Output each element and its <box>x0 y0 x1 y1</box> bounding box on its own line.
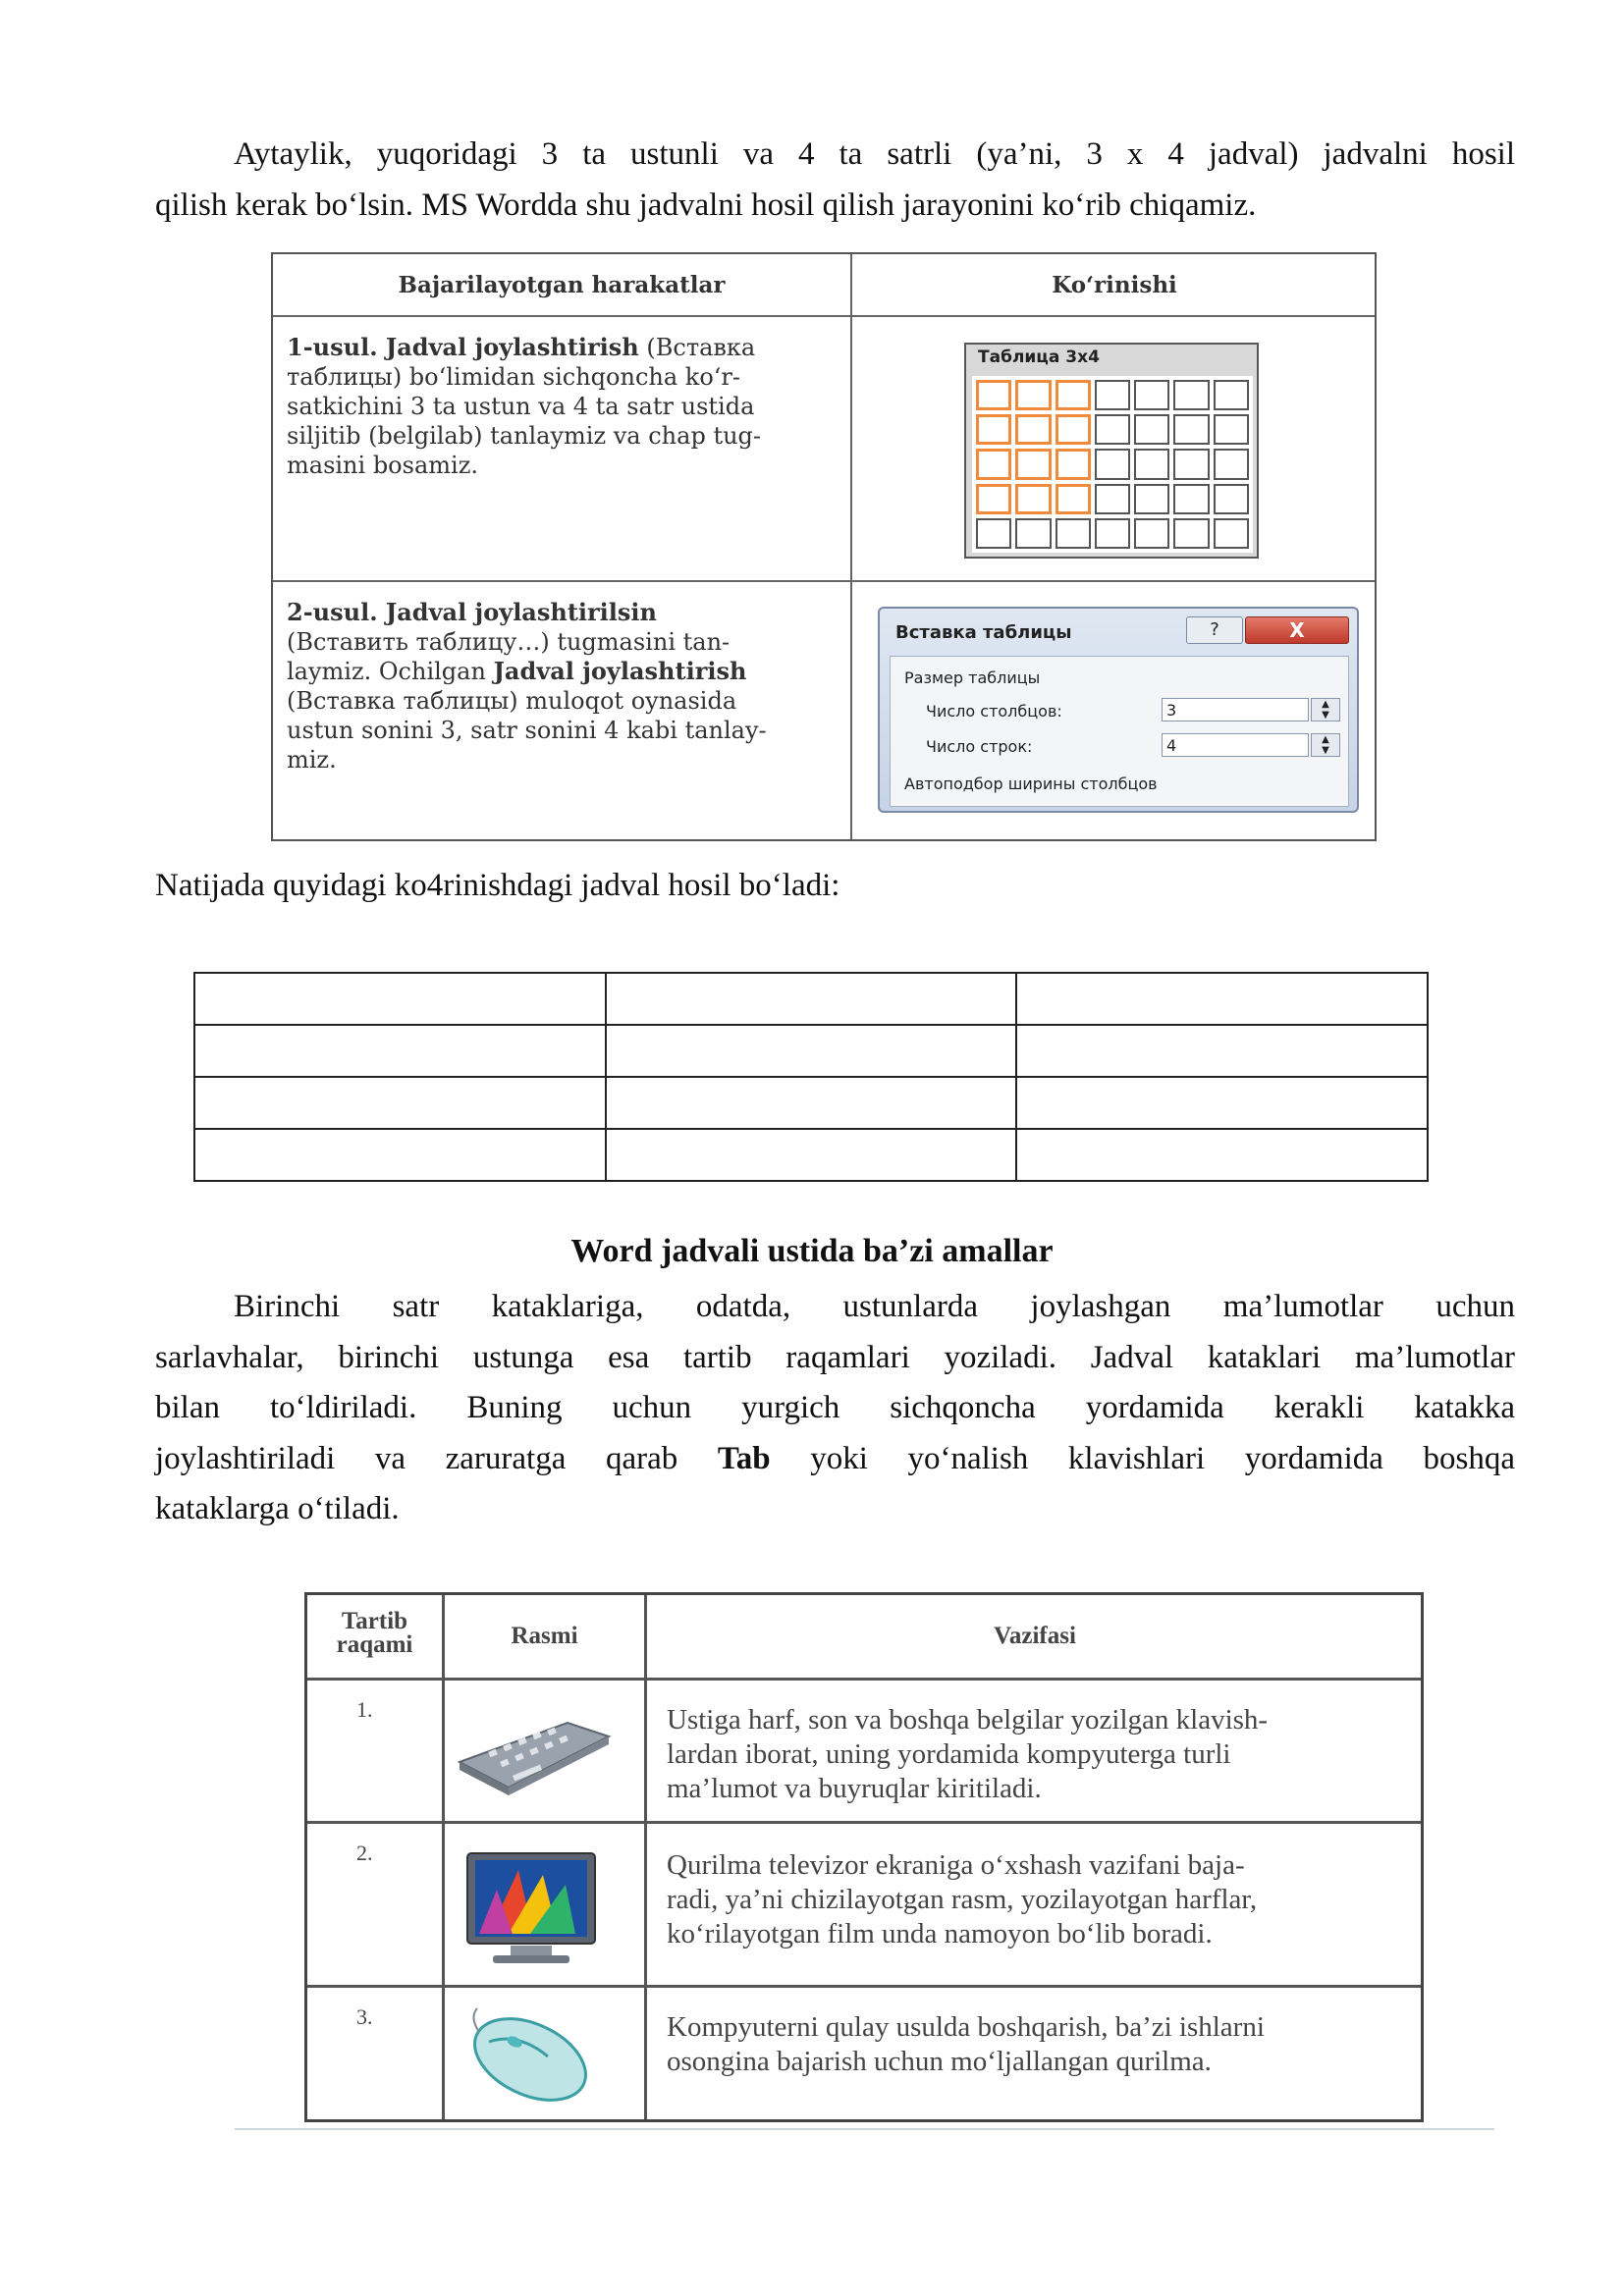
grid-picker-cell <box>1056 414 1091 445</box>
header-function: Vazifasi <box>994 1623 1076 1649</box>
table-cell <box>1016 1129 1428 1181</box>
insert-table-dialog <box>878 607 1359 813</box>
columns-input: 3 <box>1162 698 1309 721</box>
description-line: ko‘rilayotgan film unda namoyon bo‘lib boradi. <box>667 1918 1213 1949</box>
table-divider <box>307 1821 1421 1824</box>
grid-picker-cell <box>1095 414 1130 445</box>
table-cell <box>194 1129 606 1181</box>
rows-input: 4 <box>1162 733 1309 757</box>
table-cell <box>194 1077 606 1129</box>
method-2-line: (Вставка таблицы) muloqot oynasida <box>287 687 737 715</box>
method-2-line: laymiz. Ochilgan Jadval joylashtirish <box>287 657 747 685</box>
result-sentence: Natijada quyidagi ko4rinishdagi jadval hosil bo‘ladi: <box>155 868 840 903</box>
grid-picker-cell <box>1056 449 1091 479</box>
table-row <box>194 1129 1428 1181</box>
grid-picker-cell <box>1056 380 1091 410</box>
body-line-4 <box>155 1434 1515 1485</box>
grid-picker-cell <box>1173 518 1209 549</box>
table-cell <box>606 1025 1017 1077</box>
grid-picker-cell <box>1214 484 1249 514</box>
table-size-group-label: Размер таблицы <box>904 668 1041 687</box>
method-2-line: (Вставить таблицу…) tugmasini tan- <box>287 628 731 656</box>
grid-picker-cell <box>976 380 1011 410</box>
description-line: Kompyuterni qulay usulda boshqarish, ba’zi ishlarni <box>667 2011 1265 2043</box>
dialog-body <box>890 656 1349 807</box>
method-2-line: miz. <box>287 746 337 774</box>
close-button: X <box>1245 616 1349 644</box>
grid-picker-cell <box>1095 380 1130 410</box>
grid-picker-cell <box>976 449 1011 479</box>
grid-picker-cell <box>1015 484 1051 514</box>
method-1-text <box>287 333 837 480</box>
table-row <box>194 973 1428 1025</box>
grid-picker-cell <box>1134 518 1169 549</box>
grid-picker-cell <box>976 414 1011 445</box>
table-cell <box>1016 1025 1428 1077</box>
dialog-title: Вставка таблицы <box>895 622 1072 643</box>
description-line: osongina bajarish uchun mo‘ljallangan qurilma. <box>667 2046 1212 2077</box>
table-cell <box>606 1077 1017 1129</box>
header-actions: Bajarilayotgan harakatlar <box>398 272 726 298</box>
table-divider <box>644 1595 647 2119</box>
mouse-image <box>450 2002 617 2110</box>
table-divider <box>307 1985 1421 1988</box>
grid-picker-cell <box>1095 484 1130 514</box>
grid-picker-cell <box>1214 449 1249 479</box>
grid-picker-cell <box>1134 484 1169 514</box>
grid-picker-cell <box>1214 414 1249 445</box>
monitor-image <box>450 1845 617 1973</box>
grid-picker-cell <box>976 484 1011 514</box>
grid-picker-cell <box>1134 414 1169 445</box>
body-line-2: sarlavhalar, birinchi ustunga esa tartib raqamlari yoziladi. Jadval kataklari ma’lumotlar <box>155 1339 1515 1375</box>
description-line: radi, ya’ni chizilayotgan rasm, yozilayotgan harflar, <box>667 1884 1258 1915</box>
row-description <box>667 1703 1413 1806</box>
table-row <box>194 1077 1428 1129</box>
description-line: Qurilma televizor ekraniga o‘xshash vazifani baja- <box>667 1849 1245 1881</box>
method-1-line: siljitib (belgilab) tanlaymiz va chap tug- <box>287 422 762 450</box>
grid-picker-cell <box>1056 518 1091 549</box>
header-number <box>307 1610 442 1657</box>
table-cell <box>606 973 1017 1025</box>
method-2-line: 2-usul. Jadval joylashtirilsin <box>287 598 657 626</box>
columns-spinner-icon: ▲ ▼ <box>1311 698 1340 721</box>
grid-picker-cell <box>1015 518 1051 549</box>
figure-bottom-rule <box>235 2128 1494 2130</box>
row-description <box>667 2010 1413 2079</box>
row-description <box>667 1848 1413 1951</box>
grid-picker-cell <box>1214 380 1249 410</box>
header-number-line-2: raqami <box>336 1631 413 1658</box>
table-divider <box>273 580 1375 582</box>
method-1-line: masini bosamiz. <box>287 452 478 479</box>
header-number-line-1: Tartib <box>341 1608 408 1634</box>
table-row <box>194 1025 1428 1077</box>
method-1-line: satkichini 3 ta ustun va 4 ta satr ustida <box>287 393 755 420</box>
method-1-line: таблицы) bo‘limidan sichqoncha ko‘r- <box>287 363 740 391</box>
table-grid-picker <box>964 343 1259 559</box>
section-heading: Word jadvali ustida ba’zi amallar <box>570 1233 1054 1269</box>
grid-picker-cell <box>976 518 1011 549</box>
help-button: ? <box>1186 616 1243 644</box>
description-line: Ustiga harf, son va boshqa belgilar yozilgan klavish- <box>667 1704 1269 1735</box>
grid-picker-cell <box>1173 414 1209 445</box>
method-1-line: 1-usul. Jadval joylashtirish (Вставка <box>287 333 756 361</box>
body-paragraph <box>155 1282 1515 1535</box>
body-line-4-start: joylashtiriladi va zaruratga qarab <box>155 1440 718 1476</box>
table-cell <box>194 973 606 1025</box>
intro-paragraph <box>155 130 1515 231</box>
rows-label: Число строк: <box>926 737 1033 756</box>
body-line-1: Birinchi satr kataklariga, odatda, ustunlarda joylashgan ma’lumotlar uchun <box>234 1289 1515 1324</box>
devices-table <box>304 1592 1424 2122</box>
table-cell <box>606 1129 1017 1181</box>
grid-picker-cell <box>1173 449 1209 479</box>
empty-result-table <box>193 972 1429 1182</box>
row-number: 1. <box>356 1697 373 1722</box>
method-2-text <box>287 598 837 774</box>
grid-picker-cell <box>1015 449 1051 479</box>
body-line-3: bilan to‘ldiriladi. Buning uchun yurgich sichqoncha yordamida kerakli katakka <box>155 1390 1515 1425</box>
body-line-4-end: yoki yo‘nalish klavishlari yordamida boshqa <box>770 1440 1515 1476</box>
grid-picker-title: Таблица 3x4 <box>978 347 1100 367</box>
table-divider <box>273 315 1375 317</box>
intro-line-1: Aytaylik, yuqoridagi 3 ta ustunli va 4 ta satrli (ya’ni, 3 x 4 jadval) jadvalni hosil <box>234 136 1515 172</box>
grid-picker-cell <box>1134 380 1169 410</box>
grid-picker-cell <box>1173 484 1209 514</box>
grid-picker-cell <box>1095 518 1130 549</box>
table-cell <box>1016 1077 1428 1129</box>
row-number: 2. <box>356 1841 373 1865</box>
grid-picker-cell <box>1095 449 1130 479</box>
header-view: Ko‘rinishi <box>1052 272 1177 298</box>
table-divider <box>442 1595 445 2119</box>
description-line: ma’lumot va buyruqlar kiritiladi. <box>667 1773 1042 1804</box>
autofit-label: Автоподбор ширины столбцов <box>904 774 1158 793</box>
tab-key-term: Tab <box>717 1440 771 1476</box>
table-cell <box>194 1025 606 1077</box>
table-cell <box>1016 973 1428 1025</box>
grid-picker-cell <box>1173 380 1209 410</box>
body-line-5: kataklarga o‘tiladi. <box>155 1491 400 1526</box>
grid-picker-cell <box>1214 518 1249 549</box>
intro-line-2: qilish kerak bo‘lsin. MS Wordda shu jadvalni hosil qilish jarayonini ko‘rib chiqamiz. <box>155 187 1257 223</box>
table-divider <box>307 1678 1421 1681</box>
keyboard-image <box>450 1703 617 1801</box>
header-picture: Rasmi <box>511 1623 578 1649</box>
description-line: lardan iborat, uning yordamida kompyuterga turli <box>667 1738 1231 1770</box>
columns-label: Число столбцов: <box>926 702 1062 721</box>
table-divider <box>850 254 852 839</box>
grid-picker-cell <box>1015 414 1051 445</box>
grid-picker-cell <box>1134 449 1169 479</box>
grid-picker-cell <box>1056 484 1091 514</box>
grid-picker-cells <box>972 376 1253 553</box>
grid-picker-cell <box>1015 380 1051 410</box>
row-number: 3. <box>356 2004 373 2029</box>
method-2-line: ustun sonini 3, satr sonini 4 kabi tanlay- <box>287 717 767 744</box>
devices-table-figure <box>235 1585 1494 2130</box>
rows-spinner-icon: ▲ ▼ <box>1311 733 1340 757</box>
